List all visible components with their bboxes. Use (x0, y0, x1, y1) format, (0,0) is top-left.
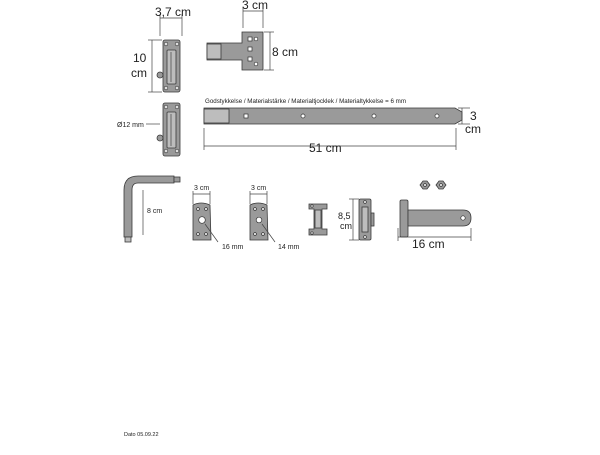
gate-hook-16cm (398, 181, 471, 251)
dim-14mm-label: 14 mm (278, 244, 300, 251)
plate-14mm (250, 185, 300, 251)
plate-8-5cm (338, 199, 374, 240)
long-strap-hinge (204, 98, 481, 155)
dim-8-5-label: 8,5 (338, 211, 351, 221)
dim-16mm-label: 16 mm (222, 244, 244, 251)
dim-cm-small-label: cm (340, 221, 352, 231)
dim-3cm-plate2-label: 3 cm (251, 185, 267, 192)
dim-51cm-label: 51 cm (309, 141, 342, 155)
plate-16mm (193, 185, 244, 251)
date-label: Dato 05.09.22 (124, 432, 159, 438)
material-thickness-note: Godstykkelse / Materialstärke / Materialtjocklek / Materialtykkelse = 6 mm (205, 98, 406, 105)
l-hook-pin (124, 176, 180, 242)
dim-3cm-plate1-label: 3 cm (194, 185, 210, 192)
dim-8cm-top-label: 8 cm (272, 45, 299, 59)
dim-3-right-label: 3 (470, 109, 477, 123)
dim-8cm-hook-label: 8 cm (147, 208, 163, 215)
small-bracket (309, 204, 327, 235)
dim-cm-left-label: cm (131, 66, 147, 80)
dim-3cm-top-label: 3 cm (242, 0, 269, 12)
dim-10-label: 10 (133, 51, 147, 65)
hinge-side-view (117, 103, 180, 156)
dim-3-7cm-label: 3,7 cm (155, 5, 192, 19)
dim-12mm-label: Ø12 mm (117, 122, 144, 129)
bent-strap-plate (207, 0, 298, 70)
hinge-plate-front-view (131, 5, 191, 92)
dim-cm-right-label: cm (465, 122, 481, 136)
dim-16cm-label: 16 cm (412, 237, 445, 251)
